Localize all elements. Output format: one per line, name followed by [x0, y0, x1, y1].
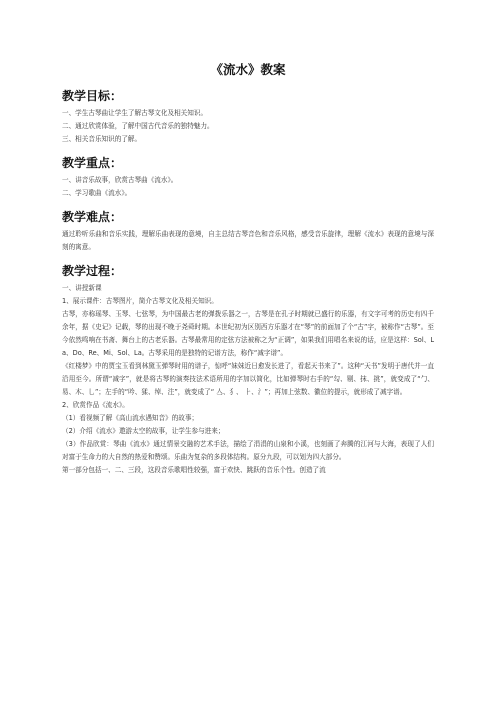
difficulties-heading: 教学难点：: [62, 210, 123, 224]
process-paragraph: 《红楼梦》中的贾宝玉看到林黛玉弹琴时用的谱子，惊呼“妹妹近日愈发长进了，看起天书来了”。这种“天书”发明于唐代并一直沿用至今。所谓“减字”，就是将古琴的演奏技法术语所用的字加以简化，比如弹琴时右手的“勾、剔、抹、挑”，就变成了“勹、易、木、乚”；左手的“吟、猱、绰、注”，就变成了“ 亼、犭、 ⺊、氵”；再加上弦数、徽位的提示，就形成了减字谱。: [62, 362, 434, 396]
process-heading: 教学过程：: [62, 264, 123, 278]
process-item: 一、讲授新课: [62, 284, 102, 292]
document-title: 《流水》教案: [210, 62, 286, 77]
key-point-item: 一、讲音乐故事，欣赏古琴曲《流水》。: [62, 176, 178, 184]
objective-item: 一、学生古琴曲让学生了解古琴文化及相关知识。: [62, 109, 208, 117]
process-item: （1）看视频了解《高山流水遇知音》的故事；: [62, 414, 199, 422]
process-paragraph: 第一部分包括一、二、三段，这段音乐歌唱性较强，富于欢快、跳跃的音乐个性。创造了流: [62, 466, 326, 474]
objective-item: 二、通过欣赏体验，了解中国古代音乐的独特魅力。: [62, 122, 214, 130]
process-item: （2）介绍《流水》遨游太空的故事，让学生参与进来；: [62, 427, 225, 435]
process-paragraph: 古琴，亦称瑶琴、玉琴、七弦琴，为中国最古老的弹拨乐器之一，古琴是在孔子时期就已盛行的乐器，有文字可考的历史有四千余年，据《史记》记载，琴的出现不晚于尧舜时期。本世纪初为区别西方乐器才在“琴”的前面加了个“古”字，被称作“古琴”。至今依然鸣响在书斋、舞台上的古老乐器。古琴最常用的定弦方法被称之为“正调”，如果我们用唱名来说的话，应是这样：Sol、La、Do、Re、Mi、Sol、La。古琴采用的是独特的记谱方法，称作“减字谱”。: [62, 310, 434, 357]
process-item: 2、欣赏作品《流水》。: [62, 401, 129, 409]
process-paragraph: （3）作品欣赏：琴曲《流水》通过情景交融的艺术手法，描绘了涓涓的山泉和小溪，也刻画了奔腾的江河与大海，表现了人们对富于生命力的大自然的热爱和赞颂。乐曲为复杂的多段体结构。原分九段，可以划为四大部分。: [62, 440, 434, 461]
objective-item: 三、相关音乐知识的了解。: [62, 135, 142, 143]
key-points-heading: 教学重点：: [62, 156, 123, 170]
key-point-item: 二、学习歌曲《流水》。: [62, 189, 132, 197]
process-item: 1、展示课件：古琴图片，简介古琴文化及相关知识。: [62, 297, 218, 305]
objectives-heading: 教学目标：: [62, 89, 123, 103]
difficulty-paragraph: 通过聆听乐曲和音乐实践，理解乐曲表现的意境，自主总结古琴音色和音乐风格，感受音乐旋律，理解《流水》表现的意境与深刻的寓意。: [62, 230, 434, 251]
